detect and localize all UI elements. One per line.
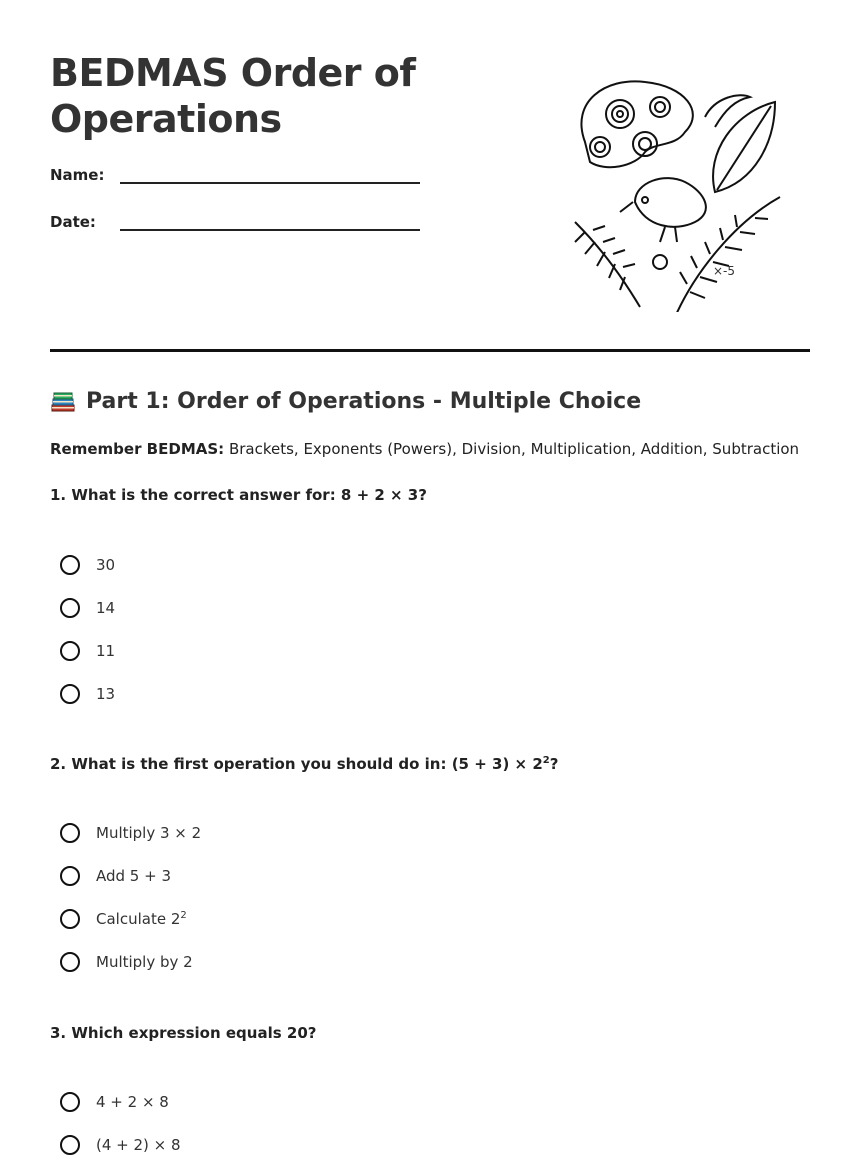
radio-button[interactable]	[60, 555, 80, 575]
q1-option-b[interactable]	[60, 595, 115, 621]
worksheet-header	[50, 50, 810, 310]
question-1: 1. What is the correct answer for: 8 + 2 × 3?	[50, 486, 427, 504]
radio-button[interactable]	[60, 598, 80, 618]
section-title	[50, 388, 641, 414]
option-label: 14	[96, 599, 116, 617]
q3-option-a[interactable]	[60, 1089, 169, 1115]
radio-button[interactable]	[60, 641, 80, 661]
radio-button[interactable]	[60, 866, 80, 886]
option-label: Add 5 + 3	[96, 867, 171, 885]
q1-option-c[interactable]	[60, 638, 115, 664]
kiwi-fern-illustration	[565, 72, 785, 312]
option-label	[96, 910, 187, 928]
question-2	[50, 755, 558, 773]
date-line[interactable]	[120, 211, 420, 231]
q2-option-b[interactable]	[60, 863, 171, 889]
q2-option-a[interactable]	[60, 820, 201, 846]
title-line-2: Operations	[50, 97, 282, 141]
name-label: Name:	[50, 166, 105, 184]
exponent: 2	[542, 755, 550, 766]
option-label: 11	[96, 642, 116, 660]
reminder-label: Remember BEDMAS:	[50, 440, 225, 458]
name-line[interactable]	[120, 164, 420, 184]
q1-option-a[interactable]	[60, 552, 115, 578]
q1-option-d[interactable]	[60, 681, 115, 707]
title-line-1: BEDMAS Order of	[50, 51, 416, 95]
radio-button[interactable]	[60, 684, 80, 704]
q2-option-d[interactable]	[60, 949, 193, 975]
radio-button[interactable]	[60, 909, 80, 929]
section-title-text: Part 1: Order of Operations - Multiple Choice	[86, 388, 642, 414]
option-label: 13	[96, 685, 116, 703]
option-label: Multiply 3 × 2	[96, 824, 202, 842]
question-mark: ?	[549, 755, 559, 773]
option-label-text: Calculate 2	[96, 910, 181, 928]
radio-button[interactable]	[60, 1092, 80, 1112]
option-label: (4 + 2) × 8	[96, 1136, 181, 1154]
option-label: 4 + 2 × 8	[96, 1093, 169, 1111]
name-field	[50, 164, 420, 184]
q2-option-c[interactable]	[60, 906, 187, 932]
bedmas-reminder	[50, 440, 799, 458]
q3-option-b[interactable]	[60, 1132, 181, 1158]
reminder-text: Brackets, Exponents (Powers), Division, Multiplication, Addition, Subtraction	[228, 440, 800, 458]
exponent: 2	[180, 910, 187, 921]
date-label: Date:	[50, 213, 96, 231]
radio-button[interactable]	[60, 823, 80, 843]
option-label: Multiply by 2	[96, 953, 193, 971]
option-label: 30	[96, 556, 116, 574]
page-title	[50, 50, 450, 142]
section-divider	[50, 349, 810, 352]
radio-button[interactable]	[60, 952, 80, 972]
date-field	[50, 211, 420, 231]
question-2-text: 2. What is the first operation you should do in: (5 + 3) × 2	[50, 755, 543, 773]
radio-button[interactable]	[60, 1135, 80, 1155]
books-icon	[50, 388, 76, 414]
art-caption: ×-5	[713, 264, 736, 278]
question-3: 3. Which expression equals 20?	[50, 1024, 317, 1042]
